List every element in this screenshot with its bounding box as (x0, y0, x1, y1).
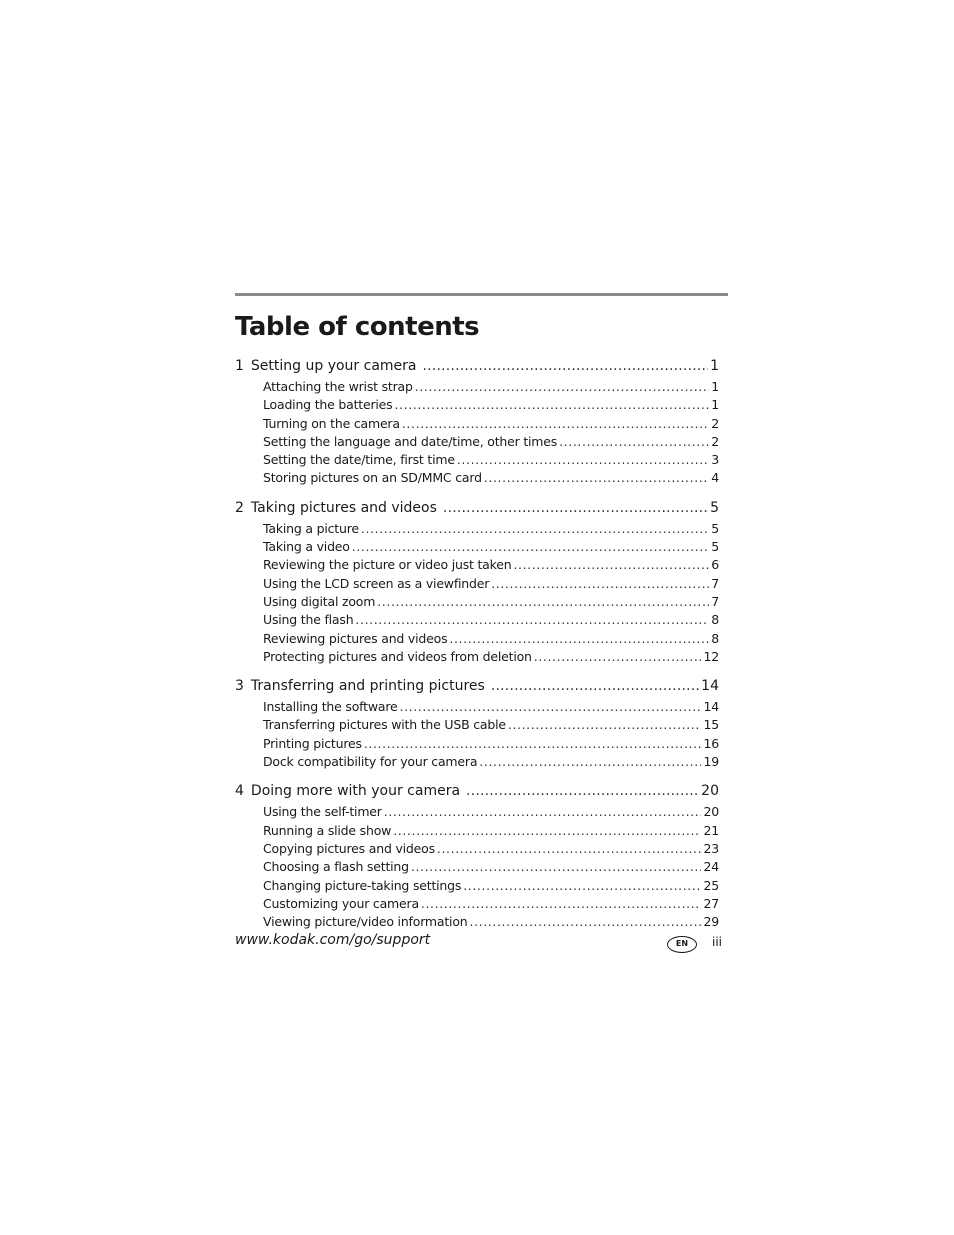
table-of-contents (235, 358, 719, 932)
toc-entry[interactable] (235, 416, 719, 434)
entry-page: 3 (711, 452, 719, 468)
entry-page: 23 (703, 840, 719, 856)
entry-page: 29 (703, 914, 719, 930)
entry-page: 16 (703, 735, 719, 751)
dot-leader (361, 521, 709, 536)
entry-page: 25 (703, 877, 719, 893)
dot-leader (421, 896, 702, 911)
toc-chapter-1 (235, 358, 719, 489)
dot-leader (470, 914, 702, 929)
entry-title: Using the flash (263, 612, 354, 628)
entry-title: Storing pictures on an SD/MMC card (263, 470, 482, 486)
chapter-page: 20 (701, 783, 719, 800)
entry-page: 12 (703, 648, 719, 664)
language-badge: EN (667, 936, 697, 953)
entry-title: Using digital zoom (263, 593, 376, 609)
entry-page: 7 (711, 575, 719, 591)
dot-leader (466, 783, 699, 799)
chapter-page: 5 (710, 499, 719, 516)
dot-leader (415, 379, 709, 394)
entry-title: Viewing picture/video information (263, 914, 468, 930)
toc-entry[interactable] (235, 649, 719, 667)
entry-title: Taking a video (263, 539, 350, 555)
entry-title: Reviewing pictures and videos (263, 630, 448, 646)
entry-title: Turning on the camera (263, 415, 400, 431)
entry-page: 5 (711, 539, 719, 555)
toc-entry[interactable] (235, 804, 719, 822)
dot-leader (491, 678, 699, 694)
dot-leader (513, 557, 709, 572)
entry-title: Taking a picture (263, 520, 359, 536)
entry-page: 27 (703, 895, 719, 911)
toc-entry[interactable] (235, 576, 719, 594)
entry-title: Installing the software (263, 699, 398, 715)
entry-page: 14 (703, 699, 719, 715)
toc-entry[interactable] (235, 914, 719, 932)
entry-page: 15 (703, 717, 719, 733)
entry-page: 4 (711, 470, 719, 486)
dot-leader (384, 804, 702, 819)
dot-leader (463, 878, 701, 893)
dot-leader (479, 754, 701, 769)
dot-leader (394, 397, 709, 412)
toc-chapter-3 (235, 678, 719, 772)
page-number: iii (712, 935, 723, 949)
entry-title: Changing picture-taking settings (263, 877, 462, 893)
toc-chapter-heading[interactable] (235, 678, 719, 699)
toc-entry[interactable] (235, 612, 719, 630)
toc-entry[interactable] (235, 823, 719, 841)
chapter-page: 1 (710, 358, 719, 374)
toc-entry[interactable] (235, 878, 719, 896)
entry-title: Choosing a flash setting (263, 859, 409, 875)
dot-leader (352, 539, 709, 554)
toc-entry[interactable] (235, 452, 719, 470)
entry-page: 2 (711, 433, 719, 449)
entry-title: Running a slide show (263, 822, 392, 838)
dot-leader (484, 470, 709, 485)
dot-leader (423, 358, 709, 374)
entry-title: Copying pictures and videos (263, 840, 435, 856)
chapter-number: 2 (235, 499, 244, 516)
entry-title: Setting the date/time, first time (263, 452, 455, 468)
chapter-number: 1 (235, 358, 244, 374)
chapter-title: Doing more with your camera (250, 783, 461, 800)
entry-title: Protecting pictures and videos from deletion (263, 648, 532, 664)
toc-entry[interactable] (235, 434, 719, 452)
page-title: Table of contents (235, 312, 480, 342)
dot-leader (457, 452, 709, 467)
entry-title: Transferring pictures with the USB cable (263, 717, 506, 733)
toc-entry[interactable] (235, 717, 719, 735)
entry-title: Using the LCD screen as a viewfinder (263, 575, 490, 591)
entry-page: 6 (711, 557, 719, 573)
entry-page: 2 (711, 415, 719, 431)
dot-leader (443, 500, 708, 516)
chapter-title: Setting up your camera (250, 358, 417, 374)
toc-entry[interactable] (235, 631, 719, 649)
toc-chapter-4 (235, 783, 719, 932)
chapter-page: 14 (701, 678, 719, 695)
toc-entry[interactable] (235, 754, 719, 772)
entry-page: 5 (711, 520, 719, 536)
entry-page: 1 (711, 397, 719, 413)
header-rule (235, 293, 728, 296)
entry-page: 8 (711, 612, 719, 628)
chapter-title: Taking pictures and videos (250, 499, 437, 516)
toc-entry[interactable] (235, 841, 719, 859)
dot-leader (449, 631, 709, 646)
chapter-number: 3 (235, 678, 244, 695)
chapter-number: 4 (235, 783, 244, 800)
toc-chapter-heading[interactable] (235, 783, 719, 804)
dot-leader (534, 649, 702, 664)
dot-leader (377, 594, 709, 609)
toc-entry[interactable] (235, 470, 719, 488)
dot-leader (437, 841, 702, 856)
toc-entry[interactable] (235, 397, 719, 415)
entry-page: 24 (703, 859, 719, 875)
toc-entry[interactable] (235, 557, 719, 575)
dot-leader (508, 717, 702, 732)
entry-title: Using the self-timer (263, 804, 382, 820)
toc-entry[interactable] (235, 859, 719, 877)
dot-leader (393, 823, 701, 838)
toc-entry[interactable] (235, 539, 719, 557)
entry-title: Attaching the wrist strap (263, 379, 413, 394)
entry-page: 21 (703, 822, 719, 838)
entry-title: Setting the language and date/time, other times (263, 433, 558, 449)
support-url-link[interactable]: www.kodak.com/go/support (235, 932, 431, 948)
entry-title: Dock compatibility for your camera (263, 754, 478, 770)
entry-page: 7 (711, 593, 719, 609)
toc-chapter-heading[interactable] (235, 358, 719, 379)
entry-title: Loading the batteries (263, 397, 393, 413)
toc-chapter-heading[interactable] (235, 500, 719, 521)
dot-leader (355, 612, 709, 627)
entry-title: Printing pictures (263, 735, 362, 751)
entry-title: Reviewing the picture or video just taken (263, 557, 512, 573)
dot-leader (400, 699, 702, 714)
dot-leader (559, 434, 709, 449)
entry-page: 8 (711, 630, 719, 646)
toc-entry[interactable] (235, 594, 719, 612)
toc-entry[interactable] (235, 379, 719, 397)
dot-leader (411, 859, 702, 874)
toc-entry[interactable] (235, 699, 719, 717)
entry-page: 20 (703, 804, 719, 820)
toc-entry[interactable] (235, 736, 719, 754)
entry-title: Customizing your camera (263, 895, 419, 911)
dot-leader (491, 576, 709, 591)
toc-entry[interactable] (235, 521, 719, 539)
dot-leader (364, 736, 702, 751)
dot-leader (402, 416, 709, 431)
entry-page: 1 (711, 379, 719, 394)
toc-chapter-2 (235, 500, 719, 667)
entry-page: 19 (703, 754, 719, 770)
chapter-title: Transferring and printing pictures (250, 678, 485, 695)
toc-entry[interactable] (235, 896, 719, 914)
